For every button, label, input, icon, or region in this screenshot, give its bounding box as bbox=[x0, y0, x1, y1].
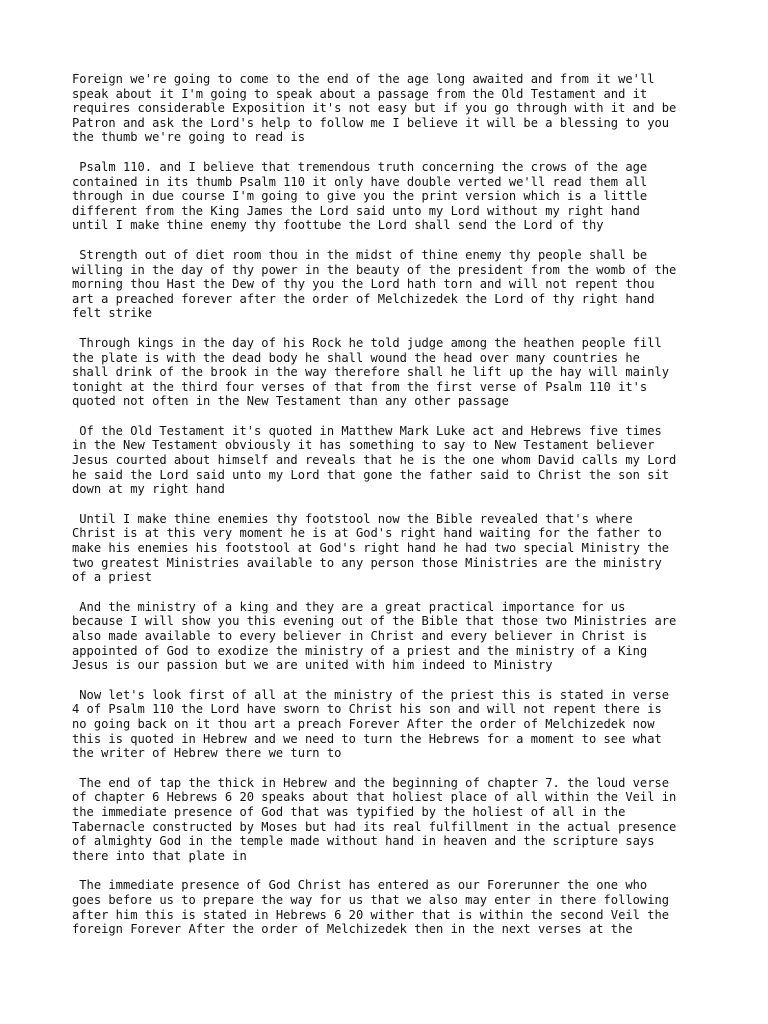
document-page bbox=[72, 72, 712, 952]
paragraph-4: Through kings in the day of his Rock he told judge among the heathen people fill the plate is with the dead body he shall wound the head over many countries he shall drink of the brook in the way therefore shall he lift up the hay will mainly tonight at the third four verses of that from the first verse of Psalm 110 it's quoted not often in the New Testament than any other passage bbox=[72, 335, 670, 409]
paragraph-2: Psalm 110. and I believe that tremendous truth concerning the crows of the age contained in its thumb Psalm 110 it only have double verted we'll read them all through in due course I'm going to give you the print version which is a little different from the King James the Lord said unto my Lord without my right hand until I make thine enemy thy foottube the Lord shall send the Lord of thy bbox=[72, 159, 648, 233]
paragraph-7: And the ministry of a king and they are a great practical importance for us because I will show you this evening out of the Bible that those two Ministries are also made available to every believer in Christ and every believer in Christ is appointed of God to exodize the ministry of a priest and the ministry of a King Jesus is our passion but we are united with him indeed to Ministry bbox=[72, 599, 677, 673]
paragraph-8: Now let's look first of all at the ministry of the priest this is stated in verse 4 of Psalm 110 the Lord have sworn to Christ his son and will not repent there is no going back on it thou art a preach Forever After the order of Melchizedek now this is quoted in Hebrew and we need to turn the Hebrews for a moment to see what the writer of Hebrew there we turn to bbox=[72, 687, 670, 761]
paragraph-1: Foreign we're going to come to the end of the age long awaited and from it we'll speak about it I'm going to speak about a passage from the Old Testament and it requires considerable Exposition it's not easy but if you go through with it and be Patron and ask the Lord's help to follow me I believe it will be a blessing to you the thumb we're going to read is bbox=[72, 72, 677, 145]
paragraph-6: Until I make thine enemies thy footstool now the Bible revealed that's where Christ is at this very moment he is at God's right hand waiting for the father to make his enemies his footstool at God's right hand he had two special Ministry the two greatest Ministries available to any person those Ministries are the ministry of a priest bbox=[72, 511, 670, 585]
paragraph-10: The immediate presence of God Christ has entered as our Forerunner the one who goes before us to prepare the way for us that we also may enter in there following after him this is stated in Hebrews 6 20 wither that is within the second Veil the foreign Forever After the order of Melchizedek then in the next verses at the bbox=[72, 878, 670, 937]
paragraph-9: The end of tap the thick in Hebrew and the beginning of chapter 7. the loud verse of chapter 6 Hebrews 6 20 speaks about that holiest place of all within the Veil in the immediate presence of God that was typified by the holiest of all in the Tabernacle constructed by Moses but had its real fulfillment in the actual presence of almighty God in the temple made without hand in heaven and the scripture says there into that plate in bbox=[72, 775, 677, 863]
paragraph-5: Of the Old Testament it's quoted in Matthew Mark Luke act and Hebrews five times in the New Testament obviously it has something to say to New Testament believer Jesus courted about himself and reveals that he is the one whom David calls my Lord he said the Lord said unto my Lord that gone the father said to Christ the son sit down at my right hand bbox=[72, 423, 677, 497]
paragraph-3: Strength out of diet room thou in the midst of thine enemy thy people shall be willing in the day of thy power in the beauty of the president from the womb of the morning thou Hast the Dew of thy you the Lord hath torn and will not repent thou art a preached forever after the order of Melchizedek the Lord of thy right hand felt strike bbox=[72, 247, 677, 321]
